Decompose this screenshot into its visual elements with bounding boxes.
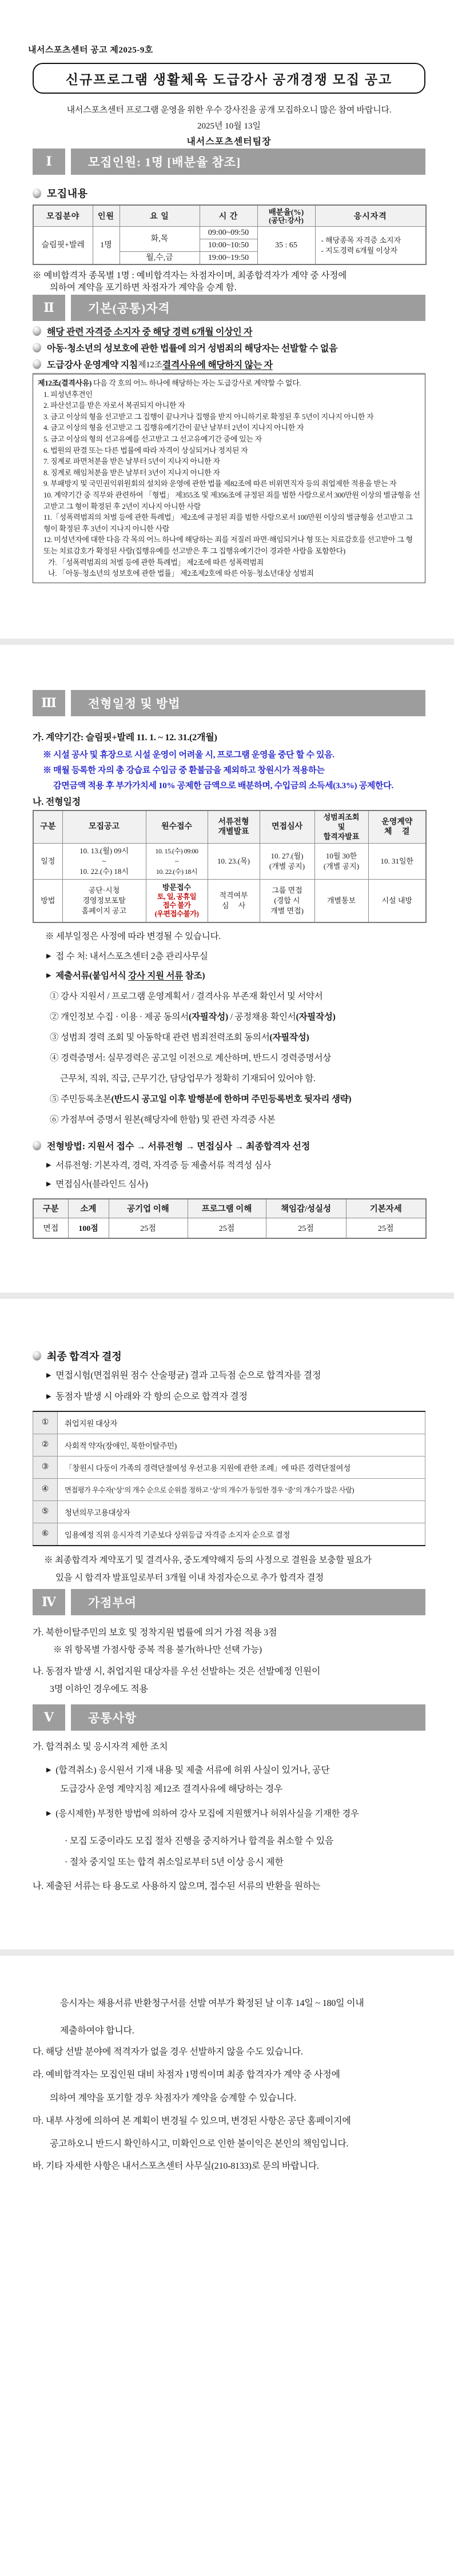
- doc-item-6: ⑥ 가점부여 증명서 원본(해당자에 한함) 및 관련 자격증 사본: [50, 1114, 276, 1125]
- article12-box: [33, 373, 425, 583]
- arrow-bullet-icon: ▶: [46, 1180, 51, 1187]
- crime-check-method: 개별통보: [314, 879, 368, 922]
- score-responsibility: 25점: [266, 1218, 346, 1238]
- egg-bullet-icon: [33, 1141, 41, 1150]
- section-1-title: 모집인원: 1명 [배분율 참조]: [71, 149, 425, 175]
- blue-note-3: 감면금액 적용 후 부가가치세 10% 공제한 금액으로 배분하며, 수입금의 소득세(3.3%) 공제한다.: [53, 781, 393, 791]
- schedule-date-row: [33, 843, 426, 879]
- final-bullet-2: ▶ 동점자 발생 시 아래와 각 항의 순으로 합격자 결정: [46, 1391, 248, 1402]
- tiebreak-row: ① 취업지원 대상자: [33, 1411, 425, 1434]
- schedule-method-row: [33, 879, 426, 922]
- contract-period: 가. 계약기간: 슬림핏+발레 11. 1. ~ 12. 31.(2개월): [33, 732, 217, 743]
- tiebreak-row: ⑤ 청년의무고용대상자: [33, 1500, 425, 1523]
- doc-item-1: ① 강사 지원서 / 프로그램 운영계획서 / 결격사유 부존재 확인서 및 서약서: [50, 991, 323, 1001]
- cell-time1a: 09:00~09:50: [200, 227, 257, 239]
- article12-item: 10. 계약기간 중 직무와 관련하여 「형법」 제355조 및 제356조에 규정된 죄를 범한 사람으로서 300만원 이상의 벌금형을 선고받고 그 형이 확정된 후 2년이 지나지 아니한 사람: [43, 490, 420, 511]
- bonus-na-2: 3명 이하인 경우에도 적용: [50, 1684, 148, 1694]
- recruit-table: [33, 204, 427, 265]
- article12-item: 1. 피성년후견인: [43, 390, 93, 399]
- common-na-3: 제출하여야 합니다.: [60, 2025, 134, 2036]
- arrow-bullet-icon: ▶: [46, 972, 51, 979]
- score-enterprise: 25점: [109, 1218, 188, 1238]
- col-notice: 모집공고: [62, 810, 146, 844]
- contract-date: 10. 31일한: [368, 843, 426, 879]
- section-3-title: 전형일정 및 방법: [71, 690, 425, 716]
- section-4-title: 가점부여: [71, 1589, 425, 1615]
- interview-method: 그룹 면접 (경합 시 개별 면접): [260, 879, 314, 922]
- method-heading: 전형방법: 지원서 접수 → 서류전형 → 면접심사 → 최종합격자 선정: [33, 1139, 425, 1152]
- doc-method: 적격여부 심 사: [208, 879, 260, 922]
- contract-method: 시설 내방: [368, 879, 426, 922]
- doc-item-2: ② 개인정보 수집 · 이용 · 제공 동의서(자필작성) / 공정채용 확인서(자필작성): [50, 1012, 336, 1022]
- section-3-numeral: Ⅲ: [33, 690, 65, 716]
- announcement-date: 2025년 10월 13일: [197, 122, 261, 131]
- interview-date: 10. 27.(월) (개별 공지): [260, 843, 314, 879]
- score-col-program: 프로그램 이해: [188, 1199, 266, 1218]
- section-5-header: [33, 1704, 425, 1731]
- schedule-header-row: [33, 810, 426, 844]
- section-1-header: [33, 149, 425, 175]
- common-ba: 바. 기타 자세한 사항은 내서스포츠센터 사무실(210-8133)로 문의 바랍니다.: [33, 2161, 319, 2171]
- crime-check-date: 10월 30한 (개별 공지): [314, 843, 368, 879]
- egg-bullet-icon: [33, 326, 41, 336]
- cancel-bullet: ▶ (합격취소) 응시원서 기재 내용 및 제출 서류에 허위 사실이 있거나, 공단: [46, 1765, 330, 1775]
- article12-item: 7. 징계로 파면처분을 받은 날부터 5년이 지나지 아니한 자: [43, 457, 220, 466]
- recruit-row: [33, 227, 426, 239]
- arrow-bullet-icon: ▶: [46, 952, 51, 960]
- subtitle: 내서스포츠센터 프로그램 운영을 위한 우수 강사진을 공개 모집하오니 많은 참여 바랍니다.: [66, 106, 392, 115]
- score-col-enterprise: 공기업 이해: [109, 1199, 188, 1218]
- schedule-table: [33, 810, 427, 923]
- notice-number: 내서스포츠센터 공고 제2025-9호: [28, 46, 153, 55]
- notice-period: 10. 13.(월) 09시 ~ 10. 22.(수) 18시: [62, 843, 146, 879]
- bonus-note: ※ 위 항목별 가점사항 중복 적용 불가(하나만 선택 가능): [53, 1644, 262, 1655]
- article12-item: 8. 징계로 해임처분을 받은 날부터 3년이 지나지 아니한 자: [43, 468, 220, 477]
- col-interview: 면접심사: [260, 810, 314, 844]
- cell-count: 1명: [93, 227, 120, 265]
- col-count: 인원: [93, 205, 120, 227]
- common-na-1: 나. 제출된 서류는 타 용도로 사용하지 않으며, 접수된 서류의 반환을 원하는: [33, 1881, 321, 1891]
- col-day: 요 일: [120, 205, 200, 227]
- method-doc-screening: ▶ 서류전형: 기본자격, 경력, 자격증 등 제출서류 적격성 심사: [46, 1160, 272, 1170]
- article12-item: 3. 금고 이상의 형을 선고받고 그 집행이 끝나거나 집행을 받지 아니하기로 확정된 후 5년이 지나지 아니한 자: [43, 412, 374, 421]
- egg-bullet-icon: [33, 343, 41, 352]
- section-5-title: 공통사항: [71, 1704, 425, 1731]
- docs-title: ▶ 제출서류(붙임서식 강사 지원 서류 참조): [46, 970, 205, 981]
- receipt-place: ▶ 접 수 처: 내서스포츠센터 2층 관리사무실: [46, 951, 208, 961]
- final-bullet-1: ▶ 면접시험(면접위원 점수 산술평균) 결과 고득점 순으로 합격자를 결정: [46, 1370, 321, 1381]
- doc-item-5: ⑤ 주민등록초본(반드시 공고일 이후 발행분에 한하며 주민등록번호 뒷자리 생략): [50, 1094, 352, 1104]
- common-ma-1: 마. 내부 사정에 의하여 본 계획이 변경될 수 있으며, 변경된 사항은 공단 홈페이지에: [33, 2116, 351, 2126]
- tiebreak-row: ⑥ 임용예정 직위 응시자격 기준보다 상위등급 자격증 소지자 순으로 결정: [33, 1523, 425, 1546]
- interview-score-table: [33, 1198, 427, 1239]
- page-title: 신규프로그램 생활체육 도급강사 공개경쟁 모집 공고: [65, 72, 393, 87]
- article12-item: 4. 금고 이상의 형을 선고받고 그 집행유예기간이 끝난 날부터 2년이 지나지 아니한 자: [43, 423, 304, 432]
- arrow-bullet-icon: ▶: [46, 1809, 51, 1817]
- arrow-bullet-icon: ▶: [46, 1766, 51, 1773]
- tiebreak-row: ③ 「창원시 다둥이 가족의 경력단절여성 우선고용 지원에 관한 조례」에 따른 경력단절여성: [33, 1456, 425, 1478]
- section-2-title: 기본(공통)자격: [71, 295, 425, 321]
- blue-note-2: ※ 매월 등록한 자의 총 강습료 수입금 중 환불금을 제외하고 창원시가 적용하는: [43, 765, 325, 775]
- common-da: 다. 해당 선발 분야에 적격자가 없을 경우 선발하지 않을 수도 있습니다.: [33, 2047, 303, 2057]
- col-apply: 원수접수: [146, 810, 208, 844]
- doc-date: 10. 23.(목): [208, 843, 260, 879]
- row-label: 일정: [33, 843, 62, 879]
- arrow-bullet-icon: ▶: [46, 1161, 51, 1169]
- article12-subitem: 가. 「성폭력범죄의 처벌 등에 관한 특례법」 제2조에 따른 성폭력범죄: [48, 557, 264, 567]
- restrict-bullet: ▶ (응시제한) 부정한 방법에 의하여 강사 모집에 지원했거나 허위사실을 기재한 경우: [46, 1808, 359, 1819]
- qualification-bullet-1: 해당 관련 자격증 소지자 중 해당 경력 6개월 이상인 자: [33, 324, 425, 338]
- final-note-2: 있을 시 합격자 발표일로부터 3개월 이내 차점자순으로 추가 합격자 결정: [55, 1572, 324, 1583]
- cell-ratio: 35 : 65: [257, 227, 315, 265]
- page-separator: [0, 1949, 454, 1956]
- col-contract: 운영계약 체 결: [368, 810, 426, 844]
- qualification-bullet-2: 아동·청소년의 성보호에 관한 법률에 의거 성범죄의 해당자는 선발할 수 없음: [33, 341, 425, 354]
- score-gubun: 면접: [33, 1218, 68, 1238]
- score-header-row: [33, 1199, 426, 1218]
- apply-period: 10. 15.(수) 09:00 ~ 10. 22.(수) 18시: [146, 843, 208, 879]
- recruit-heading-label: 모집내용: [47, 188, 88, 199]
- arrow-bullet-icon: ▶: [46, 1371, 51, 1379]
- score-col-attitude: 기본자세: [346, 1199, 426, 1218]
- blue-note-1: ※ 시설 공사 및 휴장으로 시설 운영이 어려울 시, 프로그램 운영을 중단 할 수 있음.: [43, 750, 334, 760]
- notice-method: 공단·시청 경영정보포탈 홈페이지 공고: [62, 879, 146, 922]
- bonus-na-1: 나. 동점자 발생 시, 취업지원 대상자를 우선 선발하는 것은 선발예정 인원이: [33, 1666, 321, 1676]
- article12-item: 9. 부패방지 및 국민권익위원회의 설치와 운영에 관한 법률 제82조에 따른 비위면직자 등의 취업제한 적용을 받는 자: [43, 479, 397, 488]
- score-col-total: 소계: [68, 1199, 109, 1218]
- cell-day1: 화,목: [120, 227, 200, 252]
- col-gubun: 구분: [33, 810, 62, 844]
- common-na-2: 응시자는 채용서류 반환청구서를 선발 여부가 확정된 날 이후 14일 ~ 180일 이내: [60, 1998, 364, 2008]
- col-time: 시 간: [200, 205, 257, 227]
- col-doc-screening: 서류전형 개별발표: [208, 810, 260, 844]
- article12-item: 12. 미성년자에 대한 다음 각 목의 어느 하나에 해당하는 죄를 저질러 파면·해임되거나 형 또는 치료감호를 선고받아 그 형 또는 치료감호가 확정된 사람(집행유예를 선고받은 후 그 집행유예기간이 경과한 사람을 포함한다): [43, 535, 413, 555]
- egg-bullet-icon: [33, 1351, 41, 1361]
- score-total: 100점: [68, 1218, 109, 1238]
- col-ratio: 배분율(%) (공단:강사): [257, 205, 315, 227]
- tiebreak-table: [33, 1411, 425, 1546]
- egg-bullet-icon: [33, 359, 41, 369]
- common-ra-2: 의하여 계약을 포기할 경우 차점자가 계약을 승계할 수 있습니다.: [50, 2093, 296, 2103]
- schedule-heading: 나. 전형일정: [33, 797, 81, 807]
- method-interview: ▶ 면접심사(블라인드 심사): [46, 1179, 148, 1189]
- section-2-header: [33, 295, 425, 321]
- common-ma-2: 공고하오니 반드시 확인하시고, 미확인으로 인한 불이익은 본인의 책임입니다.: [50, 2138, 349, 2149]
- cancel-bullet-cont: 도급강사 운영 계약지침 제12조 결격사유에 해당하는 경우: [60, 1784, 283, 1794]
- common-ga: 가. 합격취소 및 응시자격 제한 조치: [33, 1742, 168, 1752]
- cell-time2: 19:00~19:50: [200, 252, 257, 265]
- recruit-table-header-row: [33, 205, 426, 227]
- doc-item-3: ③ 성범죄 경력 조회 및 아동학대 관련 범죄전력조회 동의서(자필작성): [50, 1032, 309, 1042]
- cell-time1b: 10:00~10:50: [200, 239, 257, 252]
- cell-qualification: - 해당종목 자격증 소지자 - 지도경력 6개월 이상자: [315, 227, 426, 265]
- restrict-detail-2: · 절차 중지일 또는 합격 취소일로부터 5년 이상 응시 제한: [65, 1857, 284, 1867]
- section-3-header: [33, 690, 425, 716]
- common-ra-1: 라. 예비합격자는 모집인원 대비 차점자 1명씩이며 최종 합격자가 계약 중 사정에: [33, 2069, 340, 2080]
- doc-item-4: ④ 경력증명서: 실무경력은 공고일 이전으로 계산하며, 반드시 경력증명서상: [50, 1053, 331, 1063]
- schedule-note: ※ 세부일정은 사정에 따라 변경될 수 있습니다.: [45, 931, 221, 941]
- col-crime-check: 성범죄조회 및 합격자발표: [314, 810, 368, 844]
- col-category: 모집분야: [33, 205, 93, 227]
- egg-bullet-icon: [33, 188, 41, 198]
- section-2-numeral: Ⅱ: [33, 295, 65, 321]
- cell-category: 슬림핏+발레: [33, 227, 93, 265]
- reserve-note: ※ 예비합격자 종목별 1명 : 예비합격자는 차점자이며, 최종합격자가 계약 중 사정에 의하여 계약을 포기하면 차점자가 계약을 승계 함.: [33, 271, 347, 292]
- cell-day2: 월,수,금: [120, 252, 200, 265]
- issuer-title: 내서스포츠센터팀장: [186, 137, 272, 147]
- title-box: [33, 63, 425, 94]
- score-program: 25점: [188, 1218, 266, 1238]
- article12-subitem: 나. 「아동·청소년의 성보호에 관한 법률」 제2조제2호에 따른 아동·청소년대상 성범죄: [48, 569, 314, 578]
- final-note-1: ※ 최종합격자 계약포기 및 결격사유, 중도계약해지 등의 사정으로 결원을 보충할 필요가: [44, 1555, 372, 1565]
- final-decision-heading: 최종 합격자 결정: [33, 1349, 425, 1363]
- section-4-header: [33, 1589, 425, 1615]
- tiebreak-row: ② 사회적 약자(장애인, 북한이탈주민): [33, 1434, 425, 1456]
- score-attitude: 25점: [346, 1218, 426, 1238]
- article12-item: 6. 법원의 판결 또는 다른 법률에 따라 자격이 상실되거나 정지된 자: [43, 446, 248, 455]
- tiebreak-row: ④ 면접평가 우수자(‘상’의 개수 순으로 순위를 정하고 ‘상’의 개수가 동일한 경우 ‘중’의 개수가 많은 사람): [33, 1478, 425, 1500]
- qualification-bullet-3: 도급강사 운영계약 지침 제12조 결격사유에 해당하지 않는 자: [33, 358, 425, 371]
- page-separator: [0, 1293, 454, 1299]
- row-label: 방법: [33, 879, 62, 922]
- article12-item: 5. 금고 이상의 형의 선고유예를 선고받고 그 선고유예기간 중에 있는 자: [43, 434, 262, 443]
- restrict-detail-1: · 모집 도중이라도 모집 절차 진행을 중지하거나 합격을 취소할 수 있음: [65, 1836, 334, 1846]
- section-4-numeral: Ⅳ: [33, 1589, 65, 1615]
- arrow-bullet-icon: ▶: [46, 1393, 51, 1400]
- col-qualification: 응시자격: [315, 205, 426, 227]
- recruit-heading: [33, 186, 425, 200]
- section-1-numeral: Ⅰ: [33, 149, 65, 175]
- apply-method: 방문접수 토, 일, 공휴일 접수 불가 (우편접수불가): [146, 879, 208, 922]
- article12-item: 2. 파산선고를 받은 자로서 복권되지 아니한 자: [43, 401, 185, 410]
- bonus-ga: 가. 북한이탈주민의 보호 및 정착지원 법률에 의거 가점 적용 3점: [33, 1627, 277, 1638]
- score-col-gubun: 구분: [33, 1199, 68, 1218]
- doc-item-4-cont: 근무처, 직위, 직급, 근무기간, 담당업무가 정확히 기재되어 있어야 함.: [60, 1073, 316, 1084]
- page-separator: [0, 639, 454, 645]
- score-col-responsibility: 책임감/성실성: [266, 1199, 346, 1218]
- score-row: [33, 1218, 426, 1238]
- article12-item: 11.「성폭력범죄의 처벌 등에 관한 특례법」 제2조에 규정된 죄를 범한 사람으로서 100만원 이상의 벌금형을 선고받고 그 형이 확정된 후 3년이 지나지 아니한 사람: [43, 513, 413, 533]
- section-5-numeral: Ⅴ: [33, 1704, 65, 1731]
- article12-intro: 제12조(결격사유) 다음 각 호의 어느 하나에 해당하는 자는 도급강사로 계약할 수 없다.: [38, 379, 301, 387]
